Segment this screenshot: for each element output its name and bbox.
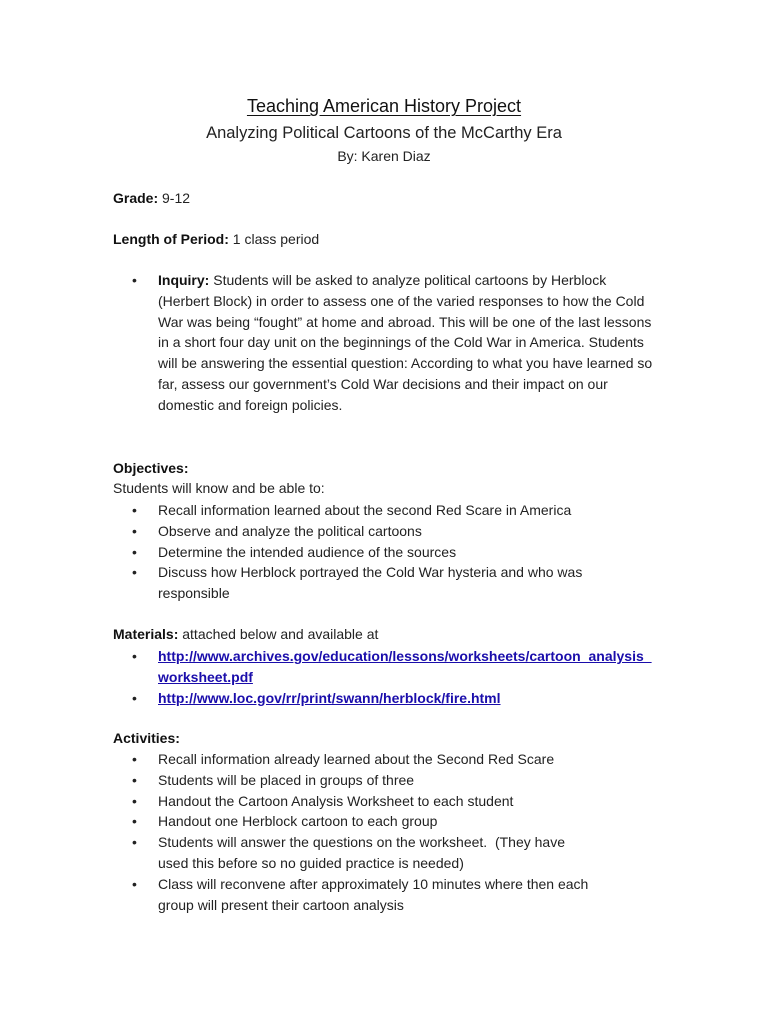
document-title: Teaching American History Project bbox=[246, 96, 522, 116]
document-subtitle: Analyzing Political Cartoons of the McCarthy Era bbox=[206, 124, 562, 142]
bullet-icon: • bbox=[132, 564, 137, 581]
objective-text: Determine the intended audience of the sources bbox=[158, 543, 457, 560]
worksheet-link[interactable]: http://www.archives.gov/education/lessons/worksheets/cartoon_analysis_worksheet.pdf bbox=[158, 648, 652, 685]
objective-text: Recall information learned about the second Red Scare in America bbox=[158, 502, 572, 518]
grade-value: 9-12 bbox=[162, 190, 191, 206]
materials-list bbox=[113, 646, 658, 708]
list-item bbox=[113, 500, 658, 521]
bullet-icon: • bbox=[132, 834, 137, 851]
objectives-heading: Objectives: bbox=[113, 460, 189, 476]
objectives-list bbox=[113, 500, 658, 604]
period-line bbox=[113, 231, 319, 247]
list-item bbox=[113, 521, 658, 542]
bullet-icon: • bbox=[132, 751, 137, 767]
document-author: By: Karen Diaz bbox=[337, 148, 431, 164]
inquiry-text: Students will be asked to analyze political cartoons by Herblock (Herbert Block) in order to assess one of the varied responses to how the Cold War was being “fought” at home and abroad. This will be one of the last lessons in a short four day unit on the beginnings of the Cold War in America. Students will be answering the essential question: According to what you have learned so far, assess our government’s Cold War decisions and their impact on our domestic and foreign policies. bbox=[158, 272, 653, 413]
activity-text: Recall information already learned about the Second Red Scare bbox=[158, 751, 555, 767]
activity-text: Handout one Herblock cartoon to each group bbox=[158, 813, 438, 830]
activities-list bbox=[113, 749, 658, 915]
bullet-icon: • bbox=[132, 272, 137, 288]
bullet-icon: • bbox=[132, 771, 137, 788]
herblock-link[interactable]: http://www.loc.gov/rr/print/swann/herblock/fire.html bbox=[158, 689, 501, 706]
objectives-intro: Students will know and be able to: bbox=[113, 480, 325, 496]
activity-text: Students will answer the questions on the worksheet. (They have used this before so no guided practice is needed) bbox=[158, 834, 569, 871]
list-item bbox=[113, 791, 658, 812]
list-item bbox=[113, 874, 658, 916]
objective-text: Discuss how Herblock portrayed the Cold War hysteria and who was responsible bbox=[158, 564, 583, 602]
bullet-icon: • bbox=[132, 813, 137, 830]
grade-line bbox=[113, 190, 190, 206]
objective-text: Observe and analyze the political cartoons bbox=[158, 522, 422, 539]
bullet-icon: • bbox=[132, 689, 137, 706]
activities-heading: Activities: bbox=[113, 730, 180, 746]
bullet-icon: • bbox=[132, 792, 137, 809]
list-item bbox=[113, 688, 658, 709]
materials-heading: Materials: bbox=[113, 626, 179, 642]
activity-text: Handout the Cartoon Analysis Worksheet to each student bbox=[158, 792, 514, 809]
list-item bbox=[113, 770, 658, 791]
materials-line bbox=[113, 626, 378, 642]
materials-intro: attached below and available at bbox=[182, 626, 379, 642]
activity-text: Class will reconvene after approximately 10 minutes where then each group will present their cartoon analysis bbox=[158, 875, 589, 913]
inquiry-item bbox=[113, 270, 653, 416]
grade-label: Grade: bbox=[113, 190, 159, 206]
activity-text: Students will be placed in groups of three bbox=[158, 771, 415, 788]
bullet-icon: • bbox=[132, 543, 137, 560]
period-label: Length of Period: bbox=[113, 231, 229, 247]
period-value: 1 class period bbox=[232, 231, 320, 247]
list-item bbox=[113, 811, 658, 832]
list-item bbox=[113, 646, 658, 688]
bullet-icon: • bbox=[132, 648, 137, 664]
bullet-icon: • bbox=[132, 522, 137, 539]
list-item bbox=[113, 832, 658, 874]
inquiry-label: Inquiry: bbox=[158, 272, 210, 288]
bullet-icon: • bbox=[132, 502, 137, 518]
list-item bbox=[113, 562, 658, 604]
list-item bbox=[113, 542, 658, 563]
list-item bbox=[113, 749, 658, 770]
bullet-icon: • bbox=[132, 875, 137, 892]
